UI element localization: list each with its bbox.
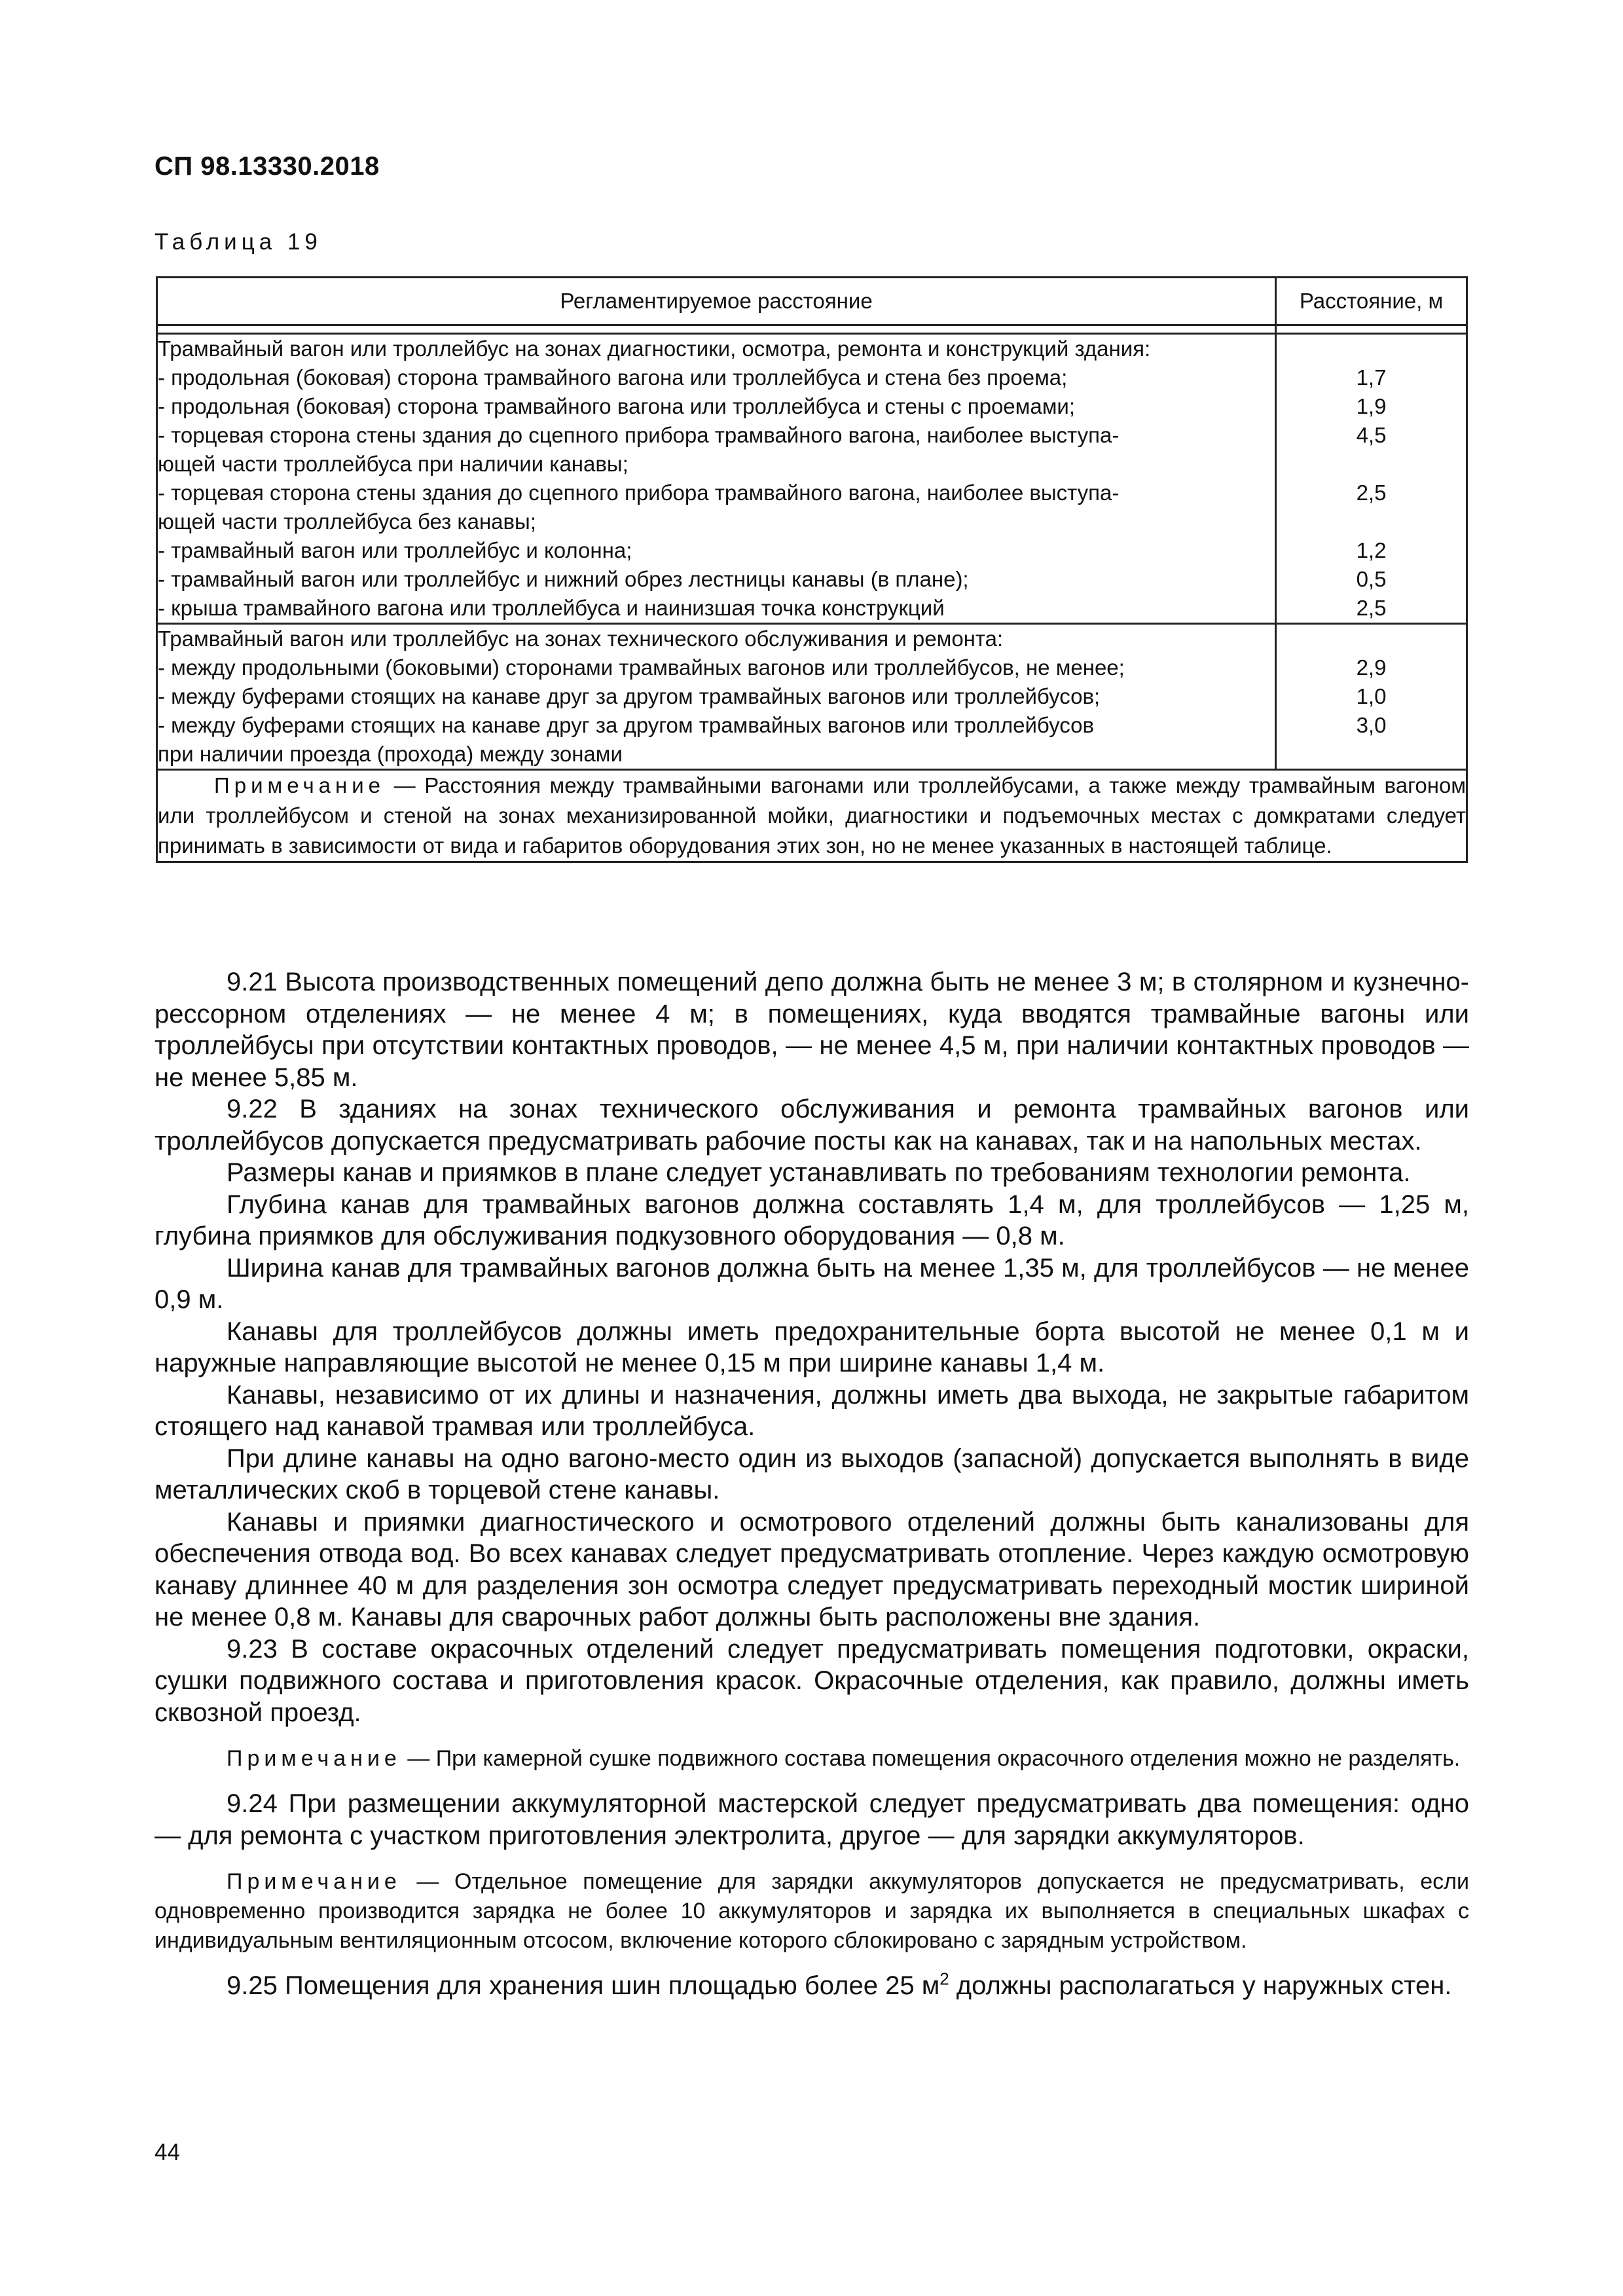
table-line: - трамвайный вагон или троллейбус и колонна; — [158, 538, 632, 562]
table-note-row — [157, 770, 1467, 862]
table-value — [1277, 450, 1466, 479]
paragraph: Канавы, независимо от их длины и назначения, должны иметь два выхода, не закрытые габаритом стоящего над канавой трамвая или троллейбуса. — [155, 1380, 1469, 1441]
paragraph: Ширина канав для трамвайных вагонов должна быть на менее 1,35 м, для троллейбусов — не менее 0,9 м. — [155, 1253, 1469, 1314]
table-value: 1,7 — [1356, 365, 1387, 390]
table-value: 2,9 — [1356, 655, 1387, 680]
paragraph: Глубина канав для трамвайных вагонов должна составлять 1,4 м, для троллейбусов — 1,25 м, глубина приямков для обслуживания подкузовного оборудования — 0,8 м. — [155, 1190, 1469, 1250]
table-value: 1,0 — [1356, 684, 1387, 708]
table-line: - крыша трамвайного вагона или троллейбуса и наинизшая точка конструкций — [158, 596, 945, 620]
table-value: 4,5 — [1356, 423, 1387, 447]
table-line: - между буферами стоящих на канаве друг за другом трамвайных вагонов или троллейбусов — [158, 713, 1094, 737]
table-line: ющей части троллейбуса без канавы; — [158, 509, 536, 534]
table-line: ющей части троллейбуса при наличии канавы; — [158, 452, 629, 476]
paragraph: При длине канавы на одно вагоно-место один из выходов (запасной) допускается выполнять в виде металлических скоб в торцевой стене канавы. — [155, 1444, 1469, 1504]
note-label: Примечание — [214, 773, 386, 797]
paragraph: Канавы для троллейбусов должны иметь предохранительные борта высотой не менее 0,1 м и наружные направляющие высотой не менее 0,15 м при ширине канавы 1,4 м. — [155, 1317, 1469, 1377]
table-value — [1277, 740, 1466, 769]
table-header-row — [157, 278, 1467, 325]
table-value — [1277, 507, 1466, 536]
column-header-distance-m: Расстояние, м — [1276, 278, 1467, 325]
paragraph-9-23: 9.23 В составе окрасочных отделений следует предусматривать помещения подготовки, окраски, сушки подвижного состава и приготовления красок. Окрасочные отделения, как правило, должны иметь сквозной проезд. — [155, 1634, 1469, 1727]
table-line: - между продольными (боковыми) сторонами трамвайных вагонов или троллейбусов, не менее; — [158, 655, 1125, 680]
table-value: 1,2 — [1356, 538, 1387, 562]
table-row — [157, 624, 1467, 770]
paragraph-9-21: 9.21 Высота производственных помещений депо должна быть не менее 3 м; в столярном и кузнечно-рессорном отделениях — не менее 4 м; в помещениях, куда вводятся трамвайные вагоны или троллейбусы при отсутствии контактных проводов, — не менее 4,5 м, при наличии контактных проводов — не менее 5,85 м. — [155, 968, 1469, 1092]
table-line: - продольная (боковая) сторона трамвайного вагона или троллейбуса и стены с проемами; — [158, 394, 1075, 418]
group2-values — [1276, 624, 1467, 770]
table-line: - торцевая сторона стены здания до сцепного прибора трамвайного вагона, наиболее выступа- — [158, 481, 1120, 505]
note-9-23 — [155, 1744, 1469, 1774]
note-text: — Отдельное помещение для зарядки аккумуляторов допускается не предусматривать, если одновременно производится зарядка не более 10 аккумуляторов и зарядка их выполняется в специальных шкафах с индивидуальным вентиляционным отсосом, включение которого сблокировано с зарядным устройством. — [155, 1869, 1469, 1953]
note-text: — Расстояния между трамвайными вагонами или троллейбусами, а также между трамвайным вагоном или троллейбусом и стеной на зонах механизированной мойки, диагностики и подъемочных местах с домкратами следует принимать в зависимости от вида и габаритов оборудования этих зон, но не менее указанных в настоящей таблице. — [158, 773, 1466, 858]
paragraph-9-25 — [155, 1970, 1469, 2002]
table-line: при наличии проезда (прохода) между зонами — [158, 742, 623, 766]
table-value — [1277, 335, 1466, 363]
paragraph-9-24: 9.24 При размещении аккумуляторной мастерской следует предусматривать два помещения: одно — для ремонта с участком приготовления электролита, другое — для зарядки аккумуляторов. — [155, 1789, 1469, 1850]
paragraph: Канавы и приямки диагностического и осмотрового отделений должны быть канализованы для обеспечения отвода вод. Во всех канавах следует предусматривать отопление. Через каждую осмотровую канаву длиннее 40 м для разделения зон осмотра следует предусматривать переходный мостик шириной не менее 0,8 м. Канавы для сварочных работ должны быть расположены вне здания. — [155, 1507, 1469, 1631]
table-value: 2,5 — [1356, 596, 1387, 620]
table-line: Трамвайный вагон или троллейбус на зонах диагностики, осмотра, ремонта и конструкций здания: — [158, 337, 1151, 361]
table-line: - продольная (боковая) сторона трамвайного вагона или троллейбуса и стена без проема; — [158, 365, 1068, 390]
paragraph-text: должны располагаться у наружных стен. — [949, 1971, 1452, 2000]
document-code: СП 98.13330.2018 — [155, 152, 380, 181]
group2-description — [157, 624, 1276, 770]
table-line: - между буферами стоящих на канаве друг за другом трамвайных вагонов или троллейбусов; — [158, 684, 1101, 708]
table-value: 0,5 — [1356, 567, 1387, 591]
table-value — [1277, 625, 1466, 653]
paragraph-9-22: 9.22 В зданиях на зонах технического обслуживания и ремонта трамвайных вагонов или троллейбусов допускается предусматривать рабочие посты как на канавах, так и на напольных местах. — [155, 1095, 1469, 1156]
group1-values — [1276, 334, 1467, 624]
body-text — [155, 966, 1469, 2002]
column-header-distance-type: Регламентируемое расстояние — [157, 278, 1276, 325]
table-line: Трамвайный вагон или троллейбус на зонах технического обслуживания и ремонта: — [158, 627, 1004, 651]
table-value: 1,9 — [1356, 394, 1387, 418]
table-line: - трамвайный вагон или троллейбус и нижний обрез лестницы канавы (в плане); — [158, 567, 969, 591]
paragraph: Размеры канав и приямков в плане следует устанавливать по требованиям технологии ремонта. — [227, 1158, 1411, 1187]
table-note — [157, 770, 1467, 862]
superscript: 2 — [939, 1969, 949, 1989]
table-value: 2,5 — [1356, 481, 1387, 505]
table-line: - торцевая сторона стены здания до сцепного прибора трамвайного вагона, наиболее выступа- — [158, 423, 1120, 447]
distance-table — [156, 276, 1468, 863]
table-row — [157, 334, 1467, 624]
note-text: — При камерной сушке подвижного состава помещения окрасочного отделения можно не разделять. — [407, 1746, 1461, 1771]
note-label: Примечание — [227, 1869, 401, 1894]
note-9-24 — [155, 1867, 1469, 1956]
table-caption: Таблица 19 — [155, 229, 322, 255]
paragraph-text: 9.25 Помещения для хранения шин площадью более 25 м — [227, 1971, 940, 2000]
table-value: 3,0 — [1356, 713, 1387, 737]
group1-description — [157, 334, 1276, 624]
page-number: 44 — [155, 2140, 180, 2165]
note-label: Примечание — [227, 1746, 401, 1771]
